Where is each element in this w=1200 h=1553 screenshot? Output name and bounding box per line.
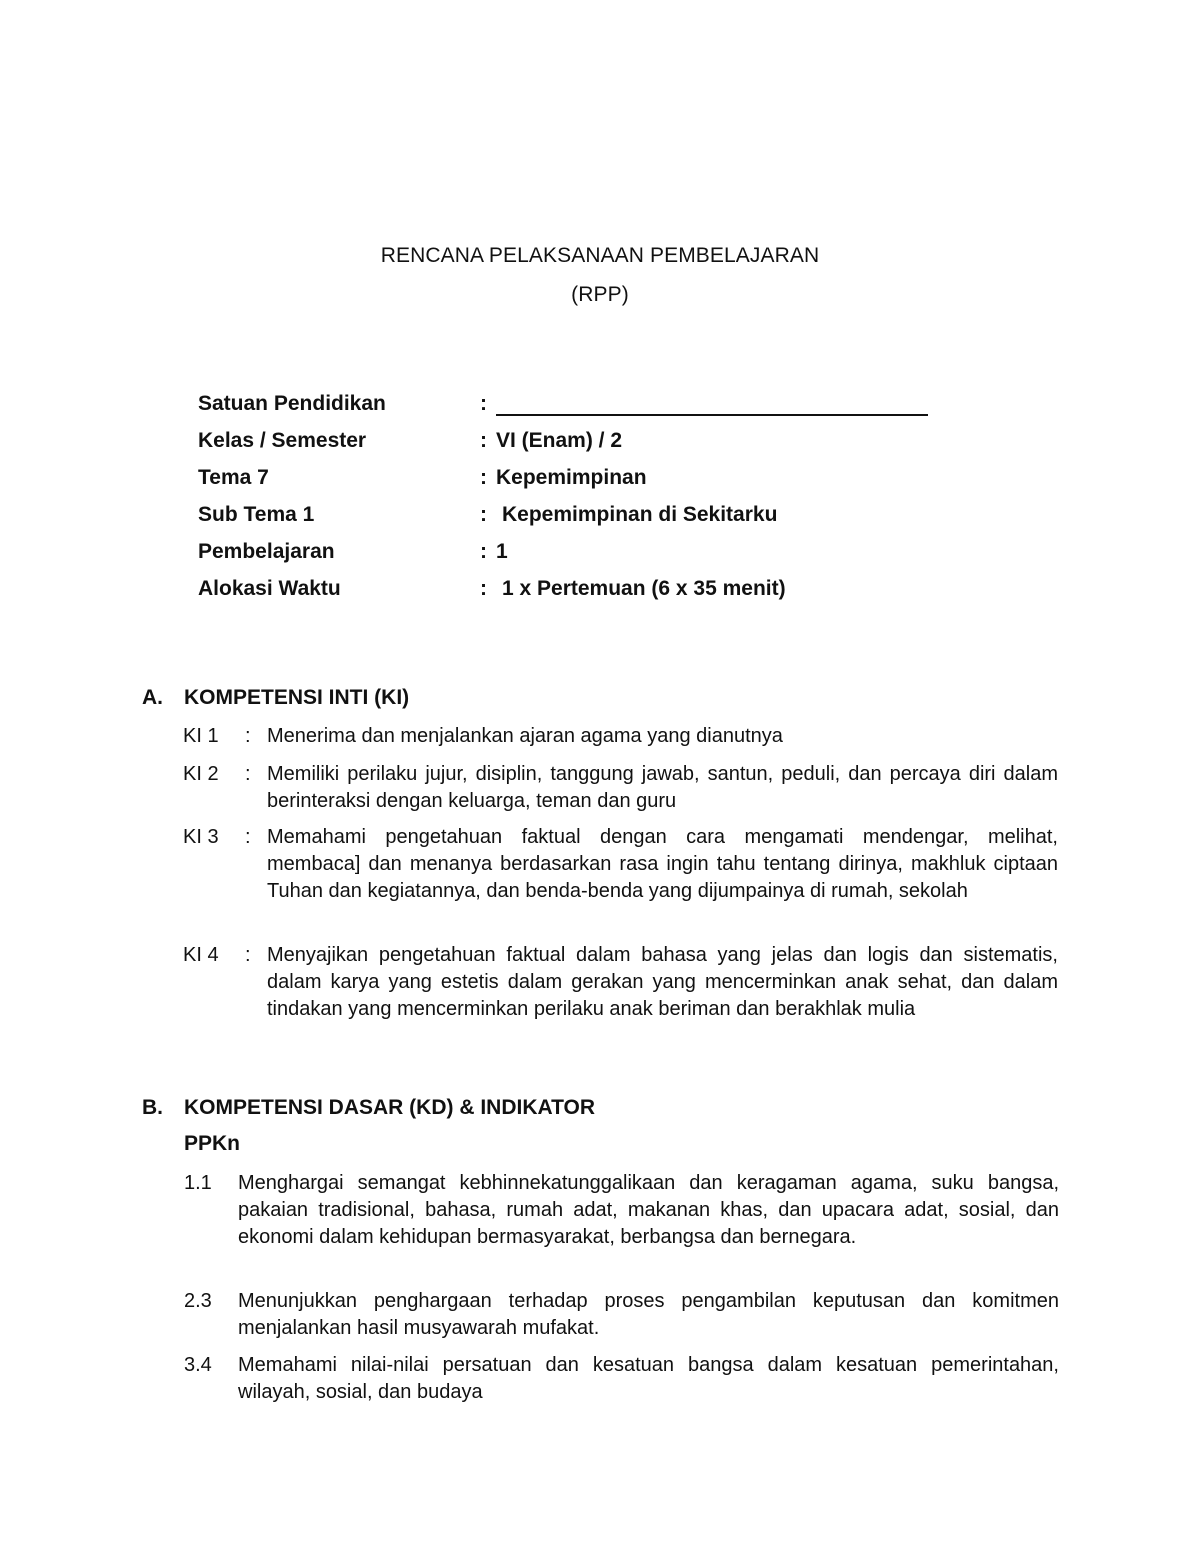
identity-value: 1 x Pertemuan (6 x 35 menit)	[502, 577, 786, 600]
ki-text: Menerima dan menjalankan ajaran agama yang dianutnya	[267, 725, 783, 747]
ki-item	[183, 761, 1058, 815]
section-title: KOMPETENSI DASAR (KD) & INDIKATOR	[184, 1096, 596, 1119]
kd-text: Memahami nilai-nilai persatuan dan kesatuan bangsa dalam kesatuan pemerintahan, wilayah, sosial, dan budaya	[238, 1354, 1059, 1403]
ki-item	[183, 824, 1058, 905]
section-title: KOMPETENSI INTI (KI)	[184, 686, 410, 709]
kd-number: 3.4	[184, 1354, 212, 1376]
section-letter: A.	[142, 686, 163, 709]
kd-item	[184, 1170, 1059, 1251]
ki-text: Memahami pengetahuan faktual dengan cara mengamati mendengar, melihat, membaca] dan menanya berdasarkan rasa ingin tahu tentang dirinya, makhluk ciptaan Tuhan dan kegiatannya, dan benda-benda yang dijumpainya di rumah, sekolah	[267, 826, 1058, 902]
identity-value: Kepemimpinan di Sekitarku	[502, 503, 778, 526]
ki-label: KI 3	[183, 826, 219, 848]
identity-value: 1	[496, 540, 508, 563]
identity-label: Tema 7	[198, 466, 269, 489]
document-title: RENCANA PELAKSANAAN PEMBELAJARAN	[380, 244, 820, 267]
kd-item	[184, 1352, 1059, 1406]
identity-label: Pembelajaran	[198, 540, 335, 563]
kd-number: 2.3	[184, 1290, 212, 1312]
subject-heading: PPKn	[184, 1132, 241, 1155]
identity-label: Alokasi Waktu	[198, 577, 341, 600]
identity-label: Kelas / Semester	[198, 429, 367, 452]
identity-colon: :	[480, 503, 487, 526]
identity-colon: :	[480, 577, 487, 600]
ki-label: KI 1	[183, 725, 219, 747]
identity-colon: :	[480, 429, 487, 452]
ki-label: KI 2	[183, 763, 219, 785]
ki-label: KI 4	[183, 944, 219, 966]
ki-colon: :	[245, 826, 251, 848]
section-letter: B.	[142, 1096, 163, 1119]
kd-text: Menunjukkan penghargaan terhadap proses pengambilan keputusan dan komitmen menjalankan hasil musyawarah mufakat.	[238, 1290, 1059, 1339]
identity-colon: :	[480, 540, 487, 563]
identity-colon: :	[480, 392, 487, 415]
ki-item	[183, 942, 1058, 1023]
kd-item	[184, 1288, 1059, 1342]
document-subtitle: (RPP)	[571, 283, 629, 306]
kd-text: Menghargai semangat kebhinnekatunggalikaan dan keragaman agama, suku bangsa, pakaian tradisional, bahasa, rumah adat, makanan khas, dan upacara adat, sosial, dan ekonomi dalam kehidupan bermasyarakat, berbangsa dan bernegara.	[238, 1172, 1059, 1248]
ki-item	[183, 723, 1058, 750]
identity-colon: :	[480, 466, 487, 489]
identity-value: VI (Enam) / 2	[496, 429, 623, 452]
ki-text: Memiliki perilaku jujur, disiplin, tanggung jawab, santun, peduli, dan percaya diri dalam berinteraksi dengan keluarga, teman dan guru	[267, 763, 1058, 812]
ki-colon: :	[245, 763, 251, 785]
identity-label: Sub Tema 1	[198, 503, 315, 526]
identity-value: Kepemimpinan	[496, 466, 647, 489]
blank-fill-line	[496, 414, 928, 416]
ki-colon: :	[245, 725, 251, 747]
kd-number: 1.1	[184, 1172, 212, 1194]
ki-colon: :	[245, 944, 251, 966]
ki-text: Menyajikan pengetahuan faktual dalam bahasa yang jelas dan logis dan sistematis, dalam karya yang estetis dalam gerakan yang mencerminkan anak sehat, dan dalam tindakan yang mencerminkan perilaku anak beriman dan berakhlak mulia	[267, 944, 1058, 1020]
identity-label: Satuan Pendidikan	[198, 392, 386, 415]
